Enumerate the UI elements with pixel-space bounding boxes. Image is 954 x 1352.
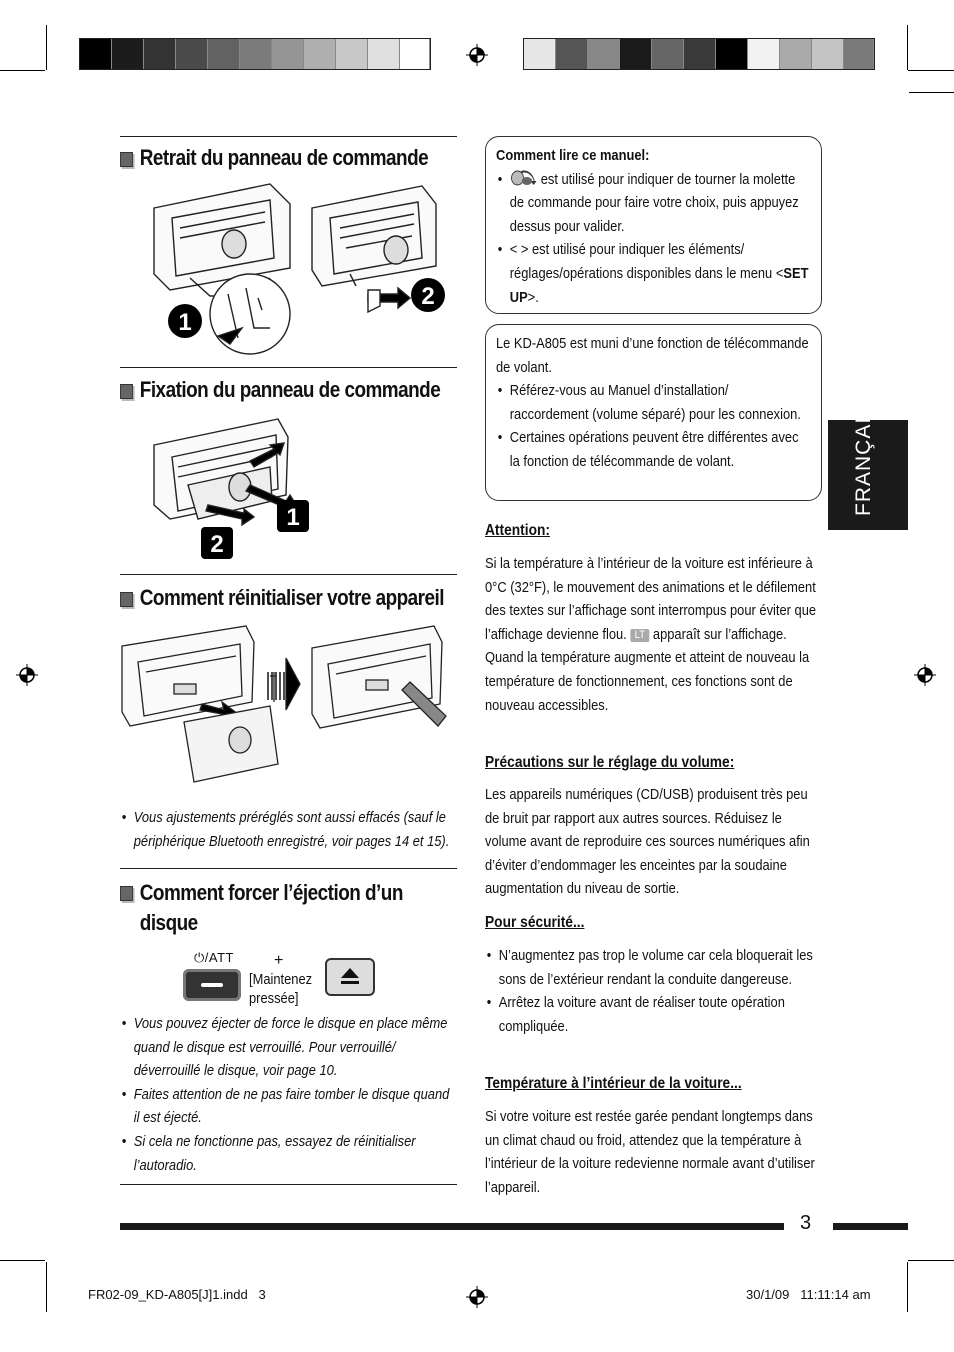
volume-text: Les appareils numériques (CD/USB) produisent très peu de bruit par rapport aux autres sources. Réduisez le volume avant de reproduire ces sources numériques afin d’éviter d’endommager les enceintes par la soudaine augmentation du niveau de sortie.	[485, 786, 810, 898]
step-two-icon	[200, 526, 234, 560]
steering-intro: Le KD-A805 est muni d’une fonction de télécommande de volant.	[496, 335, 809, 376]
crop-mark	[907, 25, 908, 70]
steering-list	[496, 379, 809, 473]
step-two-icon	[410, 277, 446, 313]
section-title-reinit: Comment réinitialiser votre appareil	[120, 585, 444, 611]
list-item: • N’augmentez pas trop le volume car cela bloquerait les sons de l’extérieur rendant la conduite dangereuse.	[485, 944, 822, 991]
step-one-icon	[276, 499, 310, 533]
list-item: • est utilisé pour indiquer de tourner la molette de commande pour faire votre choix, puis appuyez dessus pour valider.	[496, 168, 809, 239]
crop-mark	[907, 1262, 908, 1312]
footer-date: 30/1/09 11:11:14 am	[746, 1287, 871, 1302]
att-label: ⏻/ATT	[194, 950, 234, 965]
crop-mark	[0, 1260, 45, 1261]
color-bar-left	[79, 38, 431, 70]
svg-text:2: 2	[210, 531, 224, 558]
manual-box-content	[496, 144, 809, 309]
hold-instruction: [Maintenez pressée]	[249, 971, 313, 1007]
crop-mark	[908, 1260, 954, 1261]
list-item: • Arrêtez la voiture avant de réaliser toute opération compliquée.	[485, 991, 822, 1038]
eject-button[interactable]	[325, 958, 375, 996]
list-item: • < > est utilisé pour indiquer les éléments/ réglages/opérations disponibles dans le menu <SET UP>.	[496, 238, 809, 309]
step-one-icon	[167, 303, 203, 339]
section-rule	[120, 136, 457, 137]
section-rule	[120, 367, 457, 368]
manual-list	[496, 168, 809, 310]
section-title-fixation: Fixation du panneau de commande	[120, 377, 440, 403]
page-number: 3	[800, 1212, 812, 1234]
lt-indicator: LT	[630, 629, 649, 642]
svg-text:1: 1	[286, 504, 300, 531]
bottom-rule	[120, 1223, 784, 1230]
list-item: • Faites attention de ne pas faire tomber le disque quand il est éjecté.	[120, 1083, 455, 1130]
section-square-icon	[120, 152, 133, 167]
svg-text:1: 1	[178, 309, 192, 336]
temperature-heading: Température à l’intérieur de la voiture...	[485, 1075, 742, 1092]
eject-icon	[327, 960, 373, 994]
section-rule	[120, 868, 457, 869]
dial-icon	[510, 169, 538, 187]
section-rule	[120, 574, 457, 575]
illustration-reset	[120, 622, 450, 792]
eject-notes-list	[120, 1012, 455, 1177]
footer-file: FR02-09_KD-A805[J]1.indd 3	[88, 1287, 266, 1302]
crop-mark	[0, 70, 45, 71]
registration-mark-icon	[466, 1286, 488, 1308]
section-square-icon	[120, 384, 133, 399]
plus-sign: +	[274, 952, 284, 969]
section-title-ejection: Comment forcer l’éjection d’un disque	[120, 878, 447, 938]
attention-heading: Attention:	[485, 522, 550, 539]
attention-text: Si la température à l’intérieur de la voiture est inférieure à 0°C (32°F), le mouvement des animations et le défilement des textes sur l’affichage sont interrompus pour éviter que l’affichage devienne flou. LT apparaît sur l’affichage. Quand la température augmente et atteint de nouveau la température de fonctionnement, ces fonctions sont de nouveau accessibles.	[485, 555, 817, 714]
registration-mark-icon	[914, 664, 936, 686]
registration-mark-icon	[16, 664, 38, 686]
bottom-rule-right	[833, 1223, 908, 1230]
list-item: • Certaines opérations peuvent être différentes avec la fonction de télécommande de volant.	[496, 426, 809, 473]
language-tab: FRANÇAIS	[828, 420, 908, 530]
svg-text:2: 2	[421, 283, 435, 310]
securite-list	[485, 944, 822, 1038]
crop-mark	[46, 25, 47, 70]
section-square-icon	[120, 592, 133, 607]
volume-heading: Précautions sur le réglage du volume:	[485, 754, 735, 771]
crop-mark	[909, 92, 954, 93]
steering-box-content	[496, 332, 809, 474]
list-item: • Référez-vous au Manuel d’installation/ raccordement (volume séparé) pour les connexion.	[496, 379, 809, 426]
temperature-text: Si votre voiture est restée garée pendant longtemps dans un climat chaud ou froid, attendez que la température à l’intérieur de la voiture redevienne normale avant d’utiliser l’appareil.	[485, 1108, 815, 1196]
section-rule	[120, 1184, 457, 1185]
crop-mark	[908, 70, 954, 71]
securite-heading: Pour sécurité...	[485, 914, 585, 931]
crop-mark	[46, 1262, 47, 1312]
att-button[interactable]	[183, 969, 241, 1001]
registration-mark-icon	[466, 44, 488, 66]
list-item: • Vous ajustements préréglés sont aussi effacés (sauf le périphérique Bluetooth enregistré, voir pages 14 et 15).	[120, 806, 455, 853]
section-square-icon	[120, 886, 133, 901]
section-title-retrait: Retrait du panneau de commande	[120, 145, 428, 171]
list-item: • Si cela ne fonctionne pas, essayez de réinitialiser l’autoradio.	[120, 1130, 455, 1177]
color-bar-right	[523, 38, 875, 70]
manual-box-title: Comment lire ce manuel:	[496, 147, 650, 164]
reinit-note-list	[120, 806, 455, 853]
list-item: • Vous pouvez éjecter de force le disque en place même quand le disque est verrouillé. Pour verrouillé/ déverrouillé le disque, voir page 10.	[120, 1012, 455, 1083]
